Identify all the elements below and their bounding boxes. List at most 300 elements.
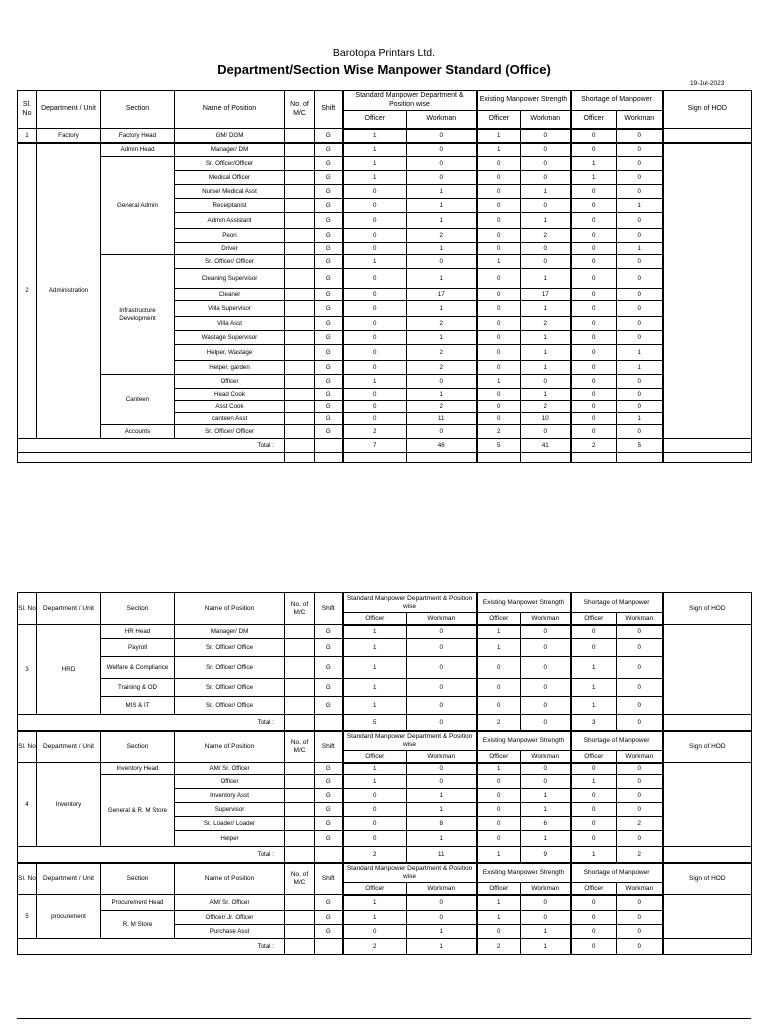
table-row: [18, 157, 752, 171]
sh-officer-cell: 0: [571, 345, 617, 361]
ex-officer-cell: 0: [477, 157, 521, 171]
sh-officer-cell: 0: [571, 911, 617, 925]
ex-officer-cell: 2: [477, 939, 521, 955]
col-shortage: Shortage of Manpower: [571, 863, 663, 883]
ex-officer-cell: 0: [477, 345, 521, 361]
std-officer-cell: 0: [343, 199, 407, 213]
std-officer-cell: 1: [343, 697, 407, 715]
mc-cell: [285, 143, 315, 157]
shift-cell: G: [315, 301, 343, 317]
total-label: Total :: [18, 715, 285, 731]
col-ex-officer: Officer: [477, 613, 521, 625]
mc-cell: [285, 345, 315, 361]
ex-workman-cell: 10: [521, 413, 571, 425]
sign-cell: [663, 763, 752, 847]
col-dept: Department / Unit: [37, 731, 101, 763]
sign-cell: [663, 143, 752, 439]
sh-workman-cell: 0: [617, 831, 663, 847]
position-cell: Villa Supervisor: [175, 301, 285, 317]
ex-workman-cell: 2: [521, 401, 571, 413]
shift-cell: G: [315, 911, 343, 925]
std-workman-cell: 0: [407, 657, 477, 679]
col-shift: Shift: [315, 731, 343, 763]
std-workman-cell: 1: [407, 185, 477, 199]
mc-cell: [285, 763, 315, 775]
position-cell: Sr. Loader/ Loader: [175, 817, 285, 831]
sh-workman-cell: 0: [617, 925, 663, 939]
section-cell: General Admin: [101, 157, 175, 255]
position-cell: Sr. Officer/ Office: [175, 639, 285, 657]
ex-officer-cell: 0: [477, 229, 521, 243]
col-ex-officer: Officer: [477, 111, 521, 129]
sl-cell: 5: [18, 895, 37, 939]
sh-workman-cell: 1: [617, 243, 663, 255]
std-workman-cell: 11: [407, 847, 477, 863]
shift-cell: G: [315, 413, 343, 425]
ex-officer-cell: 0: [477, 317, 521, 331]
shift-cell: [315, 439, 343, 453]
position-cell: Purchase Asst: [175, 925, 285, 939]
ex-workman-cell: 0: [521, 763, 571, 775]
mc-cell: [285, 389, 315, 401]
sh-workman-cell: 0: [617, 657, 663, 679]
sh-officer-cell: 0: [571, 199, 617, 213]
ex-officer-cell: 0: [477, 301, 521, 317]
mc-cell: [285, 939, 315, 955]
std-workman-cell: 0: [407, 679, 477, 697]
col-ex-workman: Workman: [521, 613, 571, 625]
mc-cell: [285, 255, 315, 269]
position-cell: Inventory Asst: [175, 789, 285, 803]
std-workman-cell: 0: [407, 763, 477, 775]
sh-workman-cell: 0: [617, 775, 663, 789]
std-officer-cell: 1: [343, 375, 407, 389]
shift-cell: G: [315, 171, 343, 185]
sh-officer-cell: 0: [571, 317, 617, 331]
std-workman-cell: 0: [407, 157, 477, 171]
std-officer-cell: 0: [343, 789, 407, 803]
std-workman-cell: 0: [407, 625, 477, 639]
col-existing: Existing Manpower Strength: [477, 863, 571, 883]
section-cell: R. M Store: [101, 911, 175, 939]
col-ex-workman: Workman: [521, 111, 571, 129]
total-row: [18, 847, 752, 863]
mc-cell: [285, 375, 315, 389]
position-cell: Driver: [175, 243, 285, 255]
table-row: [18, 255, 752, 269]
col-sh-officer: Officer: [571, 883, 617, 895]
ex-workman-cell: 2: [521, 317, 571, 331]
mc-cell: [285, 847, 315, 863]
sl-cell: 4: [18, 763, 37, 847]
sh-officer-cell: 0: [571, 789, 617, 803]
ex-workman-cell: 1: [521, 361, 571, 375]
std-workman-cell: 2: [407, 361, 477, 375]
sh-workman-cell: 1: [617, 413, 663, 425]
sh-officer-cell: 0: [571, 763, 617, 775]
std-officer-cell: 1: [343, 775, 407, 789]
std-officer-cell: 1: [343, 255, 407, 269]
sh-workman-cell: 0: [617, 317, 663, 331]
shift-cell: G: [315, 361, 343, 375]
std-officer-cell: 0: [343, 243, 407, 255]
sh-workman-cell: 0: [617, 715, 663, 731]
ex-workman-cell: 0: [521, 157, 571, 171]
sh-officer-cell: 0: [571, 803, 617, 817]
col-sh-workman: Workman: [617, 883, 663, 895]
shift-cell: G: [315, 129, 343, 143]
section-cell: Payroll: [101, 639, 175, 657]
position-cell: Head Cook: [175, 389, 285, 401]
std-workman-cell: 2: [407, 317, 477, 331]
col-std-workman: Workman: [407, 751, 477, 763]
sh-workman-cell: 0: [617, 895, 663, 911]
position-cell: Wastage Supervisor: [175, 331, 285, 345]
col-ex-officer: Officer: [477, 883, 521, 895]
sl-cell: 1: [18, 129, 37, 143]
ex-workman-cell: 0: [521, 911, 571, 925]
ex-officer-cell: 0: [477, 803, 521, 817]
shift-cell: G: [315, 331, 343, 345]
std-officer-cell: 0: [343, 331, 407, 345]
section-cell: Procurement Head: [101, 895, 175, 911]
ex-officer-cell: 5: [477, 439, 521, 453]
col-sh-workman: Workman: [617, 613, 663, 625]
ex-workman-cell: 0: [521, 375, 571, 389]
shift-cell: [315, 847, 343, 863]
sh-officer-cell: 1: [571, 697, 617, 715]
header-row: [18, 731, 752, 751]
blank-cell: [343, 453, 407, 463]
std-workman-cell: 1: [407, 301, 477, 317]
shift-cell: G: [315, 243, 343, 255]
std-workman-cell: 0: [407, 129, 477, 143]
col-standard: Standard Manpower Department & Position wise: [343, 593, 477, 613]
position-cell: Cleaning Supervisor: [175, 269, 285, 289]
ex-workman-cell: 0: [521, 129, 571, 143]
shift-cell: G: [315, 625, 343, 639]
ex-officer-cell: 0: [477, 331, 521, 345]
col-position: Name of Position: [175, 593, 285, 625]
std-officer-cell: 0: [343, 831, 407, 847]
position-cell: Receiptanist: [175, 199, 285, 213]
ex-workman-cell: 0: [521, 657, 571, 679]
sh-officer-cell: 0: [571, 361, 617, 375]
table-row: [18, 697, 752, 715]
std-workman-cell: 1: [407, 269, 477, 289]
sh-workman-cell: 0: [617, 763, 663, 775]
mc-cell: [285, 289, 315, 301]
shift-cell: G: [315, 199, 343, 213]
col-ex-workman: Workman: [521, 883, 571, 895]
mc-cell: [285, 715, 315, 731]
std-workman-cell: 1: [407, 831, 477, 847]
col-mc: No. of M/C: [285, 731, 315, 763]
sh-officer-cell: 0: [571, 925, 617, 939]
std-workman-cell: 0: [407, 143, 477, 157]
blank-cell: [663, 453, 752, 463]
blank-cell: [571, 453, 617, 463]
sl-cell: 3: [18, 625, 37, 715]
section-cell: Training & OD: [101, 679, 175, 697]
table-row: [18, 775, 752, 789]
ex-workman-cell: 1: [521, 345, 571, 361]
sh-workman-cell: 0: [617, 143, 663, 157]
ex-workman-cell: 0: [521, 715, 571, 731]
ex-workman-cell: 0: [521, 895, 571, 911]
position-cell: Sr. Officer/ Officer: [175, 425, 285, 439]
ex-workman-cell: 0: [521, 243, 571, 255]
position-cell: Sr. Officer/ Office: [175, 697, 285, 715]
sh-officer-cell: 0: [571, 639, 617, 657]
sh-officer-cell: 1: [571, 171, 617, 185]
std-officer-cell: 2: [343, 939, 407, 955]
ex-workman-cell: 0: [521, 679, 571, 697]
report-date: 19-Jul-2023: [690, 80, 725, 87]
sh-workman-cell: 0: [617, 185, 663, 199]
shift-cell: G: [315, 213, 343, 229]
ex-workman-cell: 1: [521, 925, 571, 939]
ex-officer-cell: 0: [477, 697, 521, 715]
ex-officer-cell: 1: [477, 895, 521, 911]
ex-workman-cell: 0: [521, 171, 571, 185]
col-section: Section: [101, 91, 175, 129]
std-workman-cell: 0: [407, 911, 477, 925]
shift-cell: G: [315, 345, 343, 361]
total-row: [18, 715, 752, 731]
col-position: Name of Position: [175, 731, 285, 763]
ex-officer-cell: 1: [477, 625, 521, 639]
std-workman-cell: 1: [407, 789, 477, 803]
sign-cell: [663, 439, 752, 453]
sign-cell: [663, 129, 752, 143]
position-cell: Nurse/ Medical Asst: [175, 185, 285, 199]
table-row: [18, 657, 752, 679]
mc-cell: [285, 199, 315, 213]
std-officer-cell: 1: [343, 639, 407, 657]
col-std-officer: Officer: [343, 111, 407, 129]
std-workman-cell: 0: [407, 697, 477, 715]
ex-workman-cell: 0: [521, 639, 571, 657]
ex-workman-cell: 2: [521, 229, 571, 243]
ex-officer-cell: 0: [477, 185, 521, 199]
table-row: [18, 911, 752, 925]
std-workman-cell: 2: [407, 229, 477, 243]
shift-cell: G: [315, 789, 343, 803]
page-title: Department/Section Wise Manpower Standard (Office): [217, 62, 551, 77]
sh-officer-cell: 1: [571, 847, 617, 863]
col-sh-workman: Workman: [617, 111, 663, 129]
col-sh-officer: Officer: [571, 751, 617, 763]
mc-cell: [285, 911, 315, 925]
std-workman-cell: 0: [407, 425, 477, 439]
manpower-table-hrd-inventory-procurement: [17, 592, 752, 955]
sh-workman-cell: 0: [617, 301, 663, 317]
ex-officer-cell: 0: [477, 389, 521, 401]
std-officer-cell: 0: [343, 803, 407, 817]
std-workman-cell: 1: [407, 939, 477, 955]
position-cell: Sr. Officer/ Office: [175, 657, 285, 679]
std-workman-cell: 46: [407, 439, 477, 453]
std-officer-cell: 0: [343, 269, 407, 289]
sl-cell: 2: [18, 143, 37, 439]
std-workman-cell: 0: [407, 895, 477, 911]
sign-cell: [663, 939, 752, 955]
dept-cell: HRD: [37, 625, 101, 715]
std-officer-cell: 2: [343, 425, 407, 439]
col-shift: Shift: [315, 91, 343, 129]
position-cell: Helper: [175, 831, 285, 847]
col-mc: No. of M/C: [285, 593, 315, 625]
shift-cell: G: [315, 375, 343, 389]
position-cell: Villa Asst: [175, 317, 285, 331]
mc-cell: [285, 817, 315, 831]
shift-cell: G: [315, 269, 343, 289]
ex-officer-cell: 0: [477, 679, 521, 697]
section-cell: Admin Head: [101, 143, 175, 157]
table-row: [18, 143, 752, 157]
ex-workman-cell: 1: [521, 789, 571, 803]
sh-workman-cell: 0: [617, 911, 663, 925]
position-cell: Sr. Officer/ Office: [175, 679, 285, 697]
std-officer-cell: 0: [343, 289, 407, 301]
mc-cell: [285, 269, 315, 289]
ex-officer-cell: 1: [477, 639, 521, 657]
shift-cell: G: [315, 803, 343, 817]
position-cell: Sr. Officer/ Officer: [175, 255, 285, 269]
sh-officer-cell: 0: [571, 301, 617, 317]
blank-cell: [285, 453, 315, 463]
std-officer-cell: 1: [343, 763, 407, 775]
col-existing: Existing Manpower Strength: [477, 593, 571, 613]
ex-workman-cell: 41: [521, 439, 571, 453]
mc-cell: [285, 895, 315, 911]
std-officer-cell: 7: [343, 439, 407, 453]
blank-cell: [407, 453, 477, 463]
position-cell: Cleaner: [175, 289, 285, 301]
col-section: Section: [101, 593, 175, 625]
std-officer-cell: 1: [343, 157, 407, 171]
mc-cell: [285, 317, 315, 331]
sh-workman-cell: 1: [617, 345, 663, 361]
mc-cell: [285, 229, 315, 243]
ex-workman-cell: 0: [521, 143, 571, 157]
col-existing: Existing Manpower Strength: [477, 91, 571, 111]
std-officer-cell: 2: [343, 847, 407, 863]
section-cell: Inventory Head: [101, 763, 175, 775]
sh-officer-cell: 0: [571, 401, 617, 413]
std-officer-cell: 0: [343, 213, 407, 229]
table-row: [18, 763, 752, 775]
mc-cell: [285, 185, 315, 199]
mc-cell: [285, 157, 315, 171]
sh-officer-cell: 0: [571, 939, 617, 955]
sh-workman-cell: 0: [617, 697, 663, 715]
ex-officer-cell: 0: [477, 269, 521, 289]
section-cell: Welfare & Compliance: [101, 657, 175, 679]
std-officer-cell: 0: [343, 185, 407, 199]
shift-cell: G: [315, 229, 343, 243]
shift-cell: G: [315, 763, 343, 775]
section-cell: Factory Head: [101, 129, 175, 143]
ex-officer-cell: 1: [477, 847, 521, 863]
sh-officer-cell: 0: [571, 229, 617, 243]
total-row: [18, 439, 752, 453]
sh-workman-cell: 0: [617, 289, 663, 301]
ex-officer-cell: 1: [477, 255, 521, 269]
mc-cell: [285, 657, 315, 679]
col-shortage: Shortage of Manpower: [571, 91, 663, 111]
col-sign: Sign of HOD: [663, 593, 752, 625]
sh-officer-cell: 0: [571, 389, 617, 401]
sh-officer-cell: 1: [571, 679, 617, 697]
table-row: [18, 895, 752, 911]
std-officer-cell: 0: [343, 229, 407, 243]
shift-cell: G: [315, 895, 343, 911]
mc-cell: [285, 625, 315, 639]
ex-workman-cell: 1: [521, 213, 571, 229]
col-standard: Standard Manpower Department & Position wise: [343, 863, 477, 883]
mc-cell: [285, 439, 315, 453]
position-cell: Officer/ Jr. Officer: [175, 911, 285, 925]
ex-workman-cell: 0: [521, 199, 571, 213]
mc-cell: [285, 129, 315, 143]
ex-workman-cell: 1: [521, 331, 571, 345]
sign-cell: [663, 895, 752, 939]
dept-cell: procurement: [37, 895, 101, 939]
mc-cell: [285, 171, 315, 185]
std-workman-cell: 1: [407, 199, 477, 213]
std-officer-cell: 0: [343, 317, 407, 331]
position-cell: Officer: [175, 375, 285, 389]
std-workman-cell: 1: [407, 331, 477, 345]
sh-officer-cell: 0: [571, 213, 617, 229]
sign-cell: [663, 847, 752, 863]
ex-officer-cell: 0: [477, 789, 521, 803]
col-shortage: Shortage of Manpower: [571, 731, 663, 751]
col-section: Section: [101, 731, 175, 763]
mc-cell: [285, 639, 315, 657]
mc-cell: [285, 697, 315, 715]
ex-workman-cell: 0: [521, 425, 571, 439]
std-workman-cell: 0: [407, 715, 477, 731]
std-officer-cell: 5: [343, 715, 407, 731]
ex-officer-cell: 0: [477, 243, 521, 255]
col-sign: Sign of HOD: [663, 863, 752, 895]
position-cell: AM/ Sr. Officer: [175, 895, 285, 911]
col-sl: Sl. No: [18, 593, 37, 625]
blank-cell: [617, 453, 663, 463]
std-workman-cell: 0: [407, 775, 477, 789]
col-sl: Sl. No: [18, 731, 37, 763]
sh-workman-cell: 0: [617, 331, 663, 345]
col-sl: Sl. No: [18, 863, 37, 895]
mc-cell: [285, 831, 315, 847]
ex-workman-cell: 6: [521, 817, 571, 831]
sh-workman-cell: 0: [617, 129, 663, 143]
std-officer-cell: 1: [343, 657, 407, 679]
sh-workman-cell: 0: [617, 939, 663, 955]
col-section: Section: [101, 863, 175, 895]
mc-cell: [285, 243, 315, 255]
ex-workman-cell: 1: [521, 269, 571, 289]
sh-workman-cell: 0: [617, 157, 663, 171]
shift-cell: G: [315, 697, 343, 715]
mc-cell: [285, 789, 315, 803]
sh-officer-cell: 0: [571, 895, 617, 911]
sh-workman-cell: 0: [617, 679, 663, 697]
total-label: Total :: [18, 939, 285, 955]
